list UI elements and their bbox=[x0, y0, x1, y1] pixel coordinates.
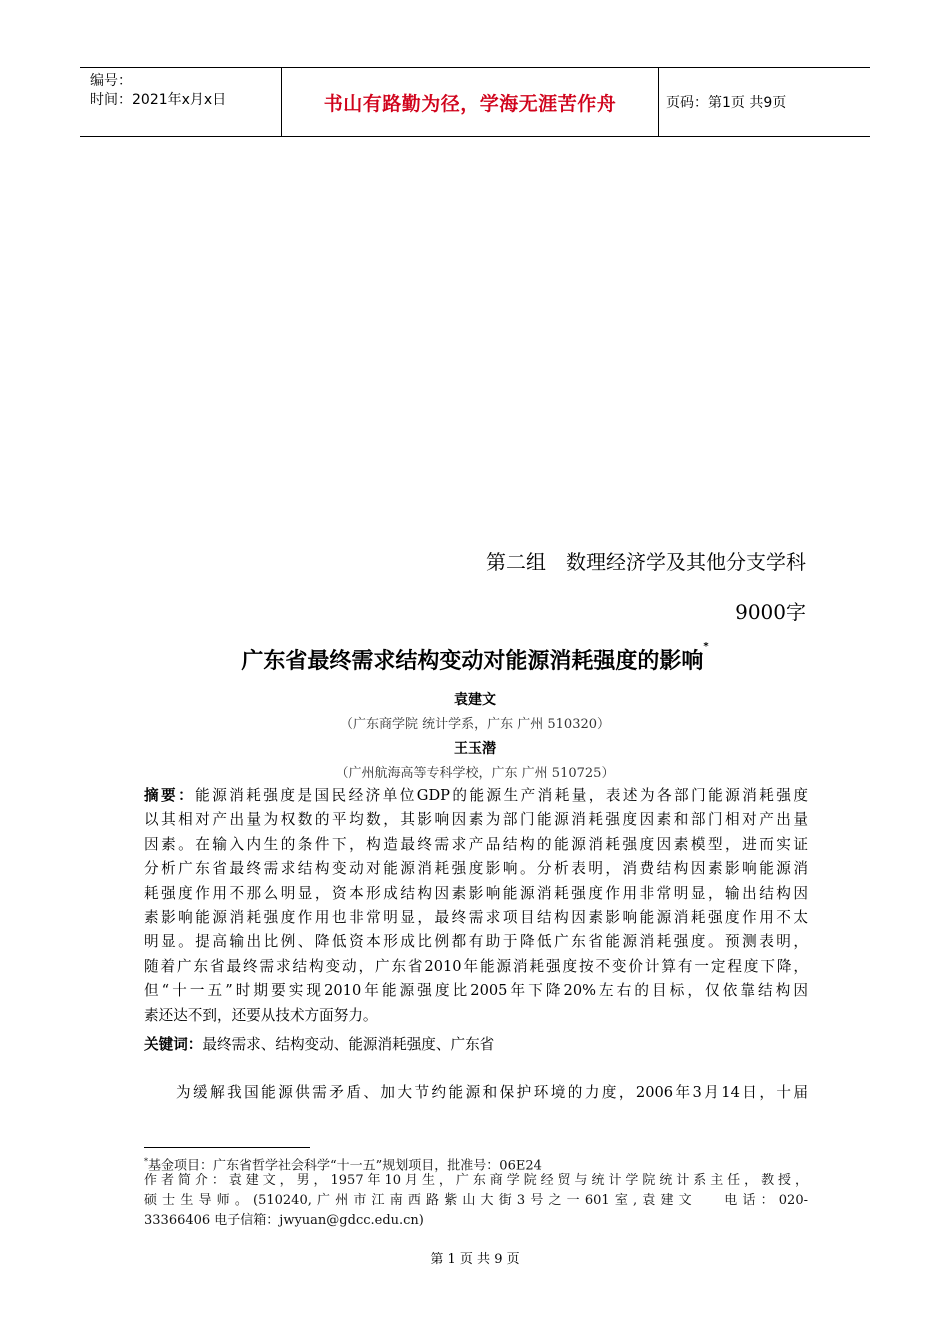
footnote-bio-line: 33366406 电子信箱：jwyuan@gdcc.edu.cn) bbox=[144, 1213, 424, 1228]
keywords-label: 关键词： bbox=[144, 1036, 203, 1053]
abstract-line: 分析广东省最终需求结构变动对能源消耗强度影响。分析表明，消费结构因素影响能源消 bbox=[144, 860, 808, 878]
abstract-label: 摘要： bbox=[144, 787, 196, 804]
header-motto-cell bbox=[281, 68, 659, 136]
footnote-divider bbox=[144, 1147, 310, 1148]
page-footer: 第 1 页 共 9 页 bbox=[430, 1252, 520, 1267]
author-name: 王玉潜 bbox=[454, 741, 496, 757]
abstract-line: 以其相对产出量为权数的平均数，其影响因素为部门能源消耗强度因素和部门相对产出量 bbox=[144, 811, 808, 829]
abstract bbox=[144, 784, 808, 1028]
author-affiliation: （广东商学院 统计学系，广东 广州 510320） bbox=[339, 717, 611, 732]
document-date-label: 时间：2021年x月x日 bbox=[90, 92, 227, 108]
abstract-line: 素还达不到，还要从技术方面努力。 bbox=[144, 1006, 378, 1024]
footnote-fund: *基金项目：广东省哲学社会科学“十一五”规划项目，批准号：06E24 bbox=[144, 1157, 542, 1174]
abstract-line: 摘要：能源消耗强度是国民经济单位GDP的能源生产消耗量，表述为各部门能源消耗强度 bbox=[144, 787, 808, 804]
footnote-mark: * bbox=[144, 1157, 148, 1166]
keywords-text: 最终需求、结构变动、能源消耗强度、广东省 bbox=[202, 1036, 495, 1053]
subject-group: 第二组 数理经济学及其他分支学科 bbox=[486, 550, 806, 574]
header-meta-cell bbox=[80, 68, 280, 136]
author-affiliation: （广州航海高等专科学校，广东 广州 510725） bbox=[335, 766, 615, 781]
header-page-cell bbox=[658, 68, 870, 136]
paper-title-text: 广东省最终需求结构变动对能源消耗强度的影响 bbox=[241, 649, 704, 674]
motto-text: 书山有路勤为径，学海无涯苦作舟 bbox=[323, 92, 617, 115]
paper-title bbox=[0, 641, 950, 675]
body-paragraph: 为缓解我国能源供需矛盾、加大节约能源和保护环境的力度，2006年3月14日，十届 bbox=[176, 1084, 808, 1101]
footnote-bio-line: 硕士生导师。(510240,广州市江南西路紫山大街3号之一601室,袁建文 电话：020- bbox=[144, 1193, 808, 1208]
abstract-line: 明显。提高输出比例、降低资本形成比例都有助于降低广东省能源消耗强度。预测表明， bbox=[144, 933, 808, 951]
abstract-line: 素影响能源消耗强度作用也非常明显，最终需求项目结构因素影响能源消耗强度作用不太 bbox=[144, 909, 808, 927]
word-count: 9000字 bbox=[735, 600, 806, 624]
abstract-line: 随着广东省最终需求结构变动，广东省2010年能源消耗强度按不变价计算有一定程度下降， bbox=[144, 957, 808, 975]
document-header bbox=[80, 67, 870, 137]
keywords bbox=[144, 1033, 494, 1054]
footnote-bio-line: 作者简介：袁建文，男，1957年10月生，广东商学院经贸与统计学院统计系主任，教授， bbox=[144, 1173, 808, 1188]
document-number-label: 编号： bbox=[90, 73, 132, 89]
abstract-line: 因素。在输入内生的条件下，构造最终需求产品结构的能源消耗强度因素模型，进而实证 bbox=[144, 835, 808, 853]
title-footnote-mark: * bbox=[703, 641, 709, 652]
abstract-line: 耗强度作用不那么明显，资本形成结构因素影响能源消耗强度作用非常明显，输出结构因 bbox=[144, 884, 808, 902]
author-name: 袁建文 bbox=[454, 692, 496, 708]
abstract-line: 但“十一五”时期要实现2010年能源强度比2005年下降20%左右的目标，仅依靠结构因 bbox=[144, 982, 808, 1000]
footnote-bio bbox=[144, 1171, 808, 1231]
page-indicator: 页码：第1页 共9页 bbox=[666, 95, 787, 111]
